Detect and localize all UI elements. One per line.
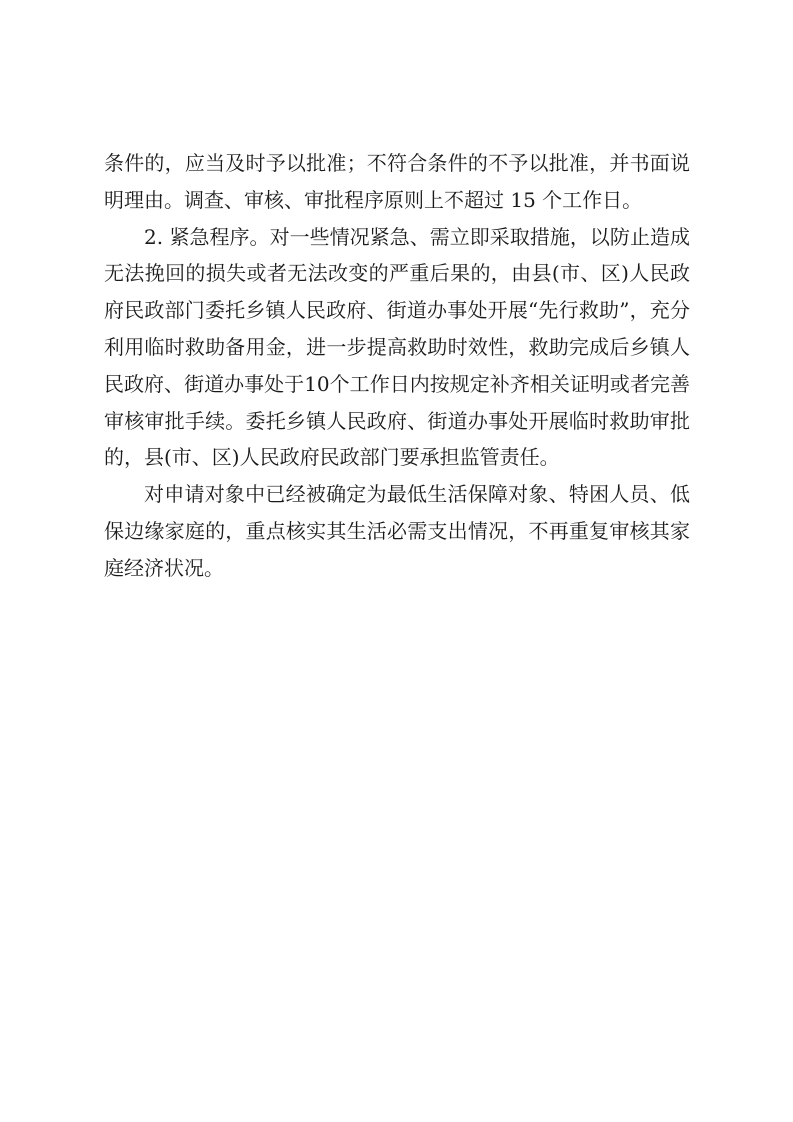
- paragraph-existing-recipients: 对申请对象中已经被确定为最低生活保障对象、特困人员、低保边缘家庭的，重点核实其生活必需支出情况，不再重复审核其家庭经济状况。: [104, 482, 690, 580]
- document-body: [104, 145, 690, 587]
- paragraph-approval-conditions: 条件的，应当及时予以批准；不符合条件的不予以批准，并书面说明理由。调查、审核、审批程序原则上不超过 15 个工作日。: [104, 151, 690, 212]
- paragraph-emergency-procedure: 2. 紧急程序。对一些情况紧急、需立即采取措施，以防止造成无法挽回的损失或者无法改变的严重后果的，由县(市、区)人民政府民政部门委托乡镇人民政府、街道办事处开展“先行救助”，充分利用临时救助备用金，进一步提高救助时效性，救助完成后乡镇人民政府、街道办事处于10个工作日内按规定补齐相关证明或者完善审核审批手续。委托乡镇人民政府、街道办事处开展临时救助审批的，县(市、区)人民政府民政部门要承担监管责任。: [104, 224, 690, 470]
